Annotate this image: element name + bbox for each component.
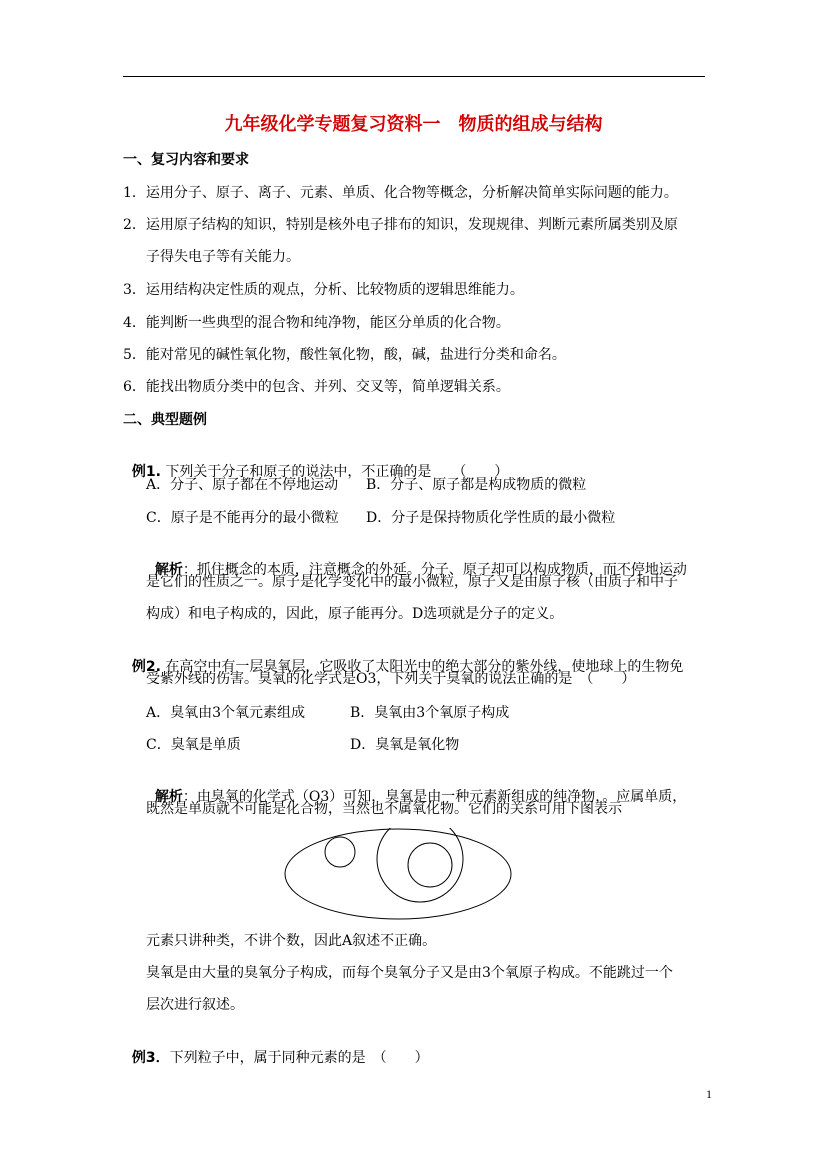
ex2-after-line-3: 层次进行叙述。 xyxy=(146,997,244,1013)
example-3-text: 下列粒子中，属于同种元素的是 （ ） xyxy=(169,1050,429,1066)
example-3-label: 例3． xyxy=(131,1050,170,1066)
section2-heading: 二、典型题例 xyxy=(123,412,207,428)
requirement-6: 6．能找出物质分类中的包含、并列、交叉等，简单逻辑关系。 xyxy=(123,379,510,395)
ex2-option-a: A．臭氧由3个氧元素组成 xyxy=(146,705,306,721)
section1-heading: 一、复习内容和要求 xyxy=(123,152,249,168)
ex2-analysis-line-2: 既然是单质就不可能是化合物，当然也不属氧化物。它们的关系可用下图表示 xyxy=(146,801,622,817)
ex2-option-b: B．臭氧由3个氧原子构成 xyxy=(350,705,510,721)
example-1-label: 例1. xyxy=(131,464,161,480)
ex1-option-d: D．分子是保持物质化学性质的最小微粒 xyxy=(366,510,616,526)
requirement-3: 3．运用结构决定性质的观点，分析、比较物质的逻辑思维能力。 xyxy=(123,282,524,298)
example-3-question xyxy=(123,1028,429,1068)
requirement-1: 1．运用分子、原子、离子、元素、单质、化合物等概念，分析解决简单实际问题的能力。 xyxy=(123,185,678,201)
small-circle xyxy=(325,837,355,867)
example-2-text-2: 受紫外线的伤害。臭氧的化学式是O3，下列关于臭氧的说法正确的是 （ ） xyxy=(146,671,636,687)
requirement-5: 5．能对常见的碱性氧化物，酸性氧化物，酸，碱，盐进行分类和命名。 xyxy=(123,347,566,363)
ex1-analysis-line-3: 构成）和电子构成的，因此，原子能再分。D选项就是分子的定义。 xyxy=(146,606,564,622)
ex1-analysis-label: 解析 xyxy=(154,562,183,578)
ex2-option-d: D．臭氧是氧化物 xyxy=(350,737,460,753)
document-title: 九年级化学专题复习资料一 物质的组成与结构 xyxy=(224,114,603,135)
ex1-analysis-text-1: ：抓住概念的本质，注意概念的外延。分子、原子却可以构成物质，而不停地运动 xyxy=(182,562,687,578)
header-rule xyxy=(123,76,705,77)
ex1-option-c: C．原子是不能再分的最小微粒 xyxy=(146,510,339,526)
example-2-text-1: 在高空中有一层臭氧层，它吸收了太阳光中的绝大部分的紫外线，使地球上的生物免 xyxy=(160,659,684,675)
outer-ellipse xyxy=(285,829,511,919)
ex2-analysis-text-1: ：由臭氧的化学式（O3）可知，臭氧是由一种元素新组成的纯净物，。应属单质， xyxy=(182,789,687,805)
ex2-analysis-label: 解析 xyxy=(154,789,183,805)
ex1-option-a: A．分子、原子都在不停地运动 xyxy=(146,477,339,493)
example-2-label: 例2. xyxy=(131,659,161,675)
page-number: 1 xyxy=(706,1087,712,1101)
example-1-text: 下列关于分子和原子的说法中，不正确的是 （ ） xyxy=(160,464,509,480)
inner-circle xyxy=(408,843,452,887)
large-circle xyxy=(377,828,463,902)
ex2-after-line-1: 元素只讲种类，不讲个数，因此A叙述不正确。 xyxy=(146,933,437,949)
requirement-2: 2．运用原子结构的知识，特别是核外电子排布的知识，发现规律、判断元素所属类别及原 xyxy=(123,217,678,233)
ex2-after-line-2: 臭氧是由大量的臭氧分子构成，而每个臭氧分子又是由3个氧原子构成。不能跳过一个 xyxy=(146,965,673,981)
requirement-4: 4．能判断一些典型的混合物和纯净物，能区分单质的化合物。 xyxy=(123,315,510,331)
requirement-2-cont: 子得失电子等有关能力。 xyxy=(146,249,300,265)
ex1-option-b: B．分子、原子都是构成物质的微粒 xyxy=(366,477,587,493)
substance-classification-diagram xyxy=(280,828,520,924)
ex2-option-c: C．臭氧是单质 xyxy=(146,737,241,753)
ex1-analysis-line-2: 是它们的性质之一。原子是化学变化中的最小微粒，原子又是由原子核（由质子和中子 xyxy=(146,574,678,590)
